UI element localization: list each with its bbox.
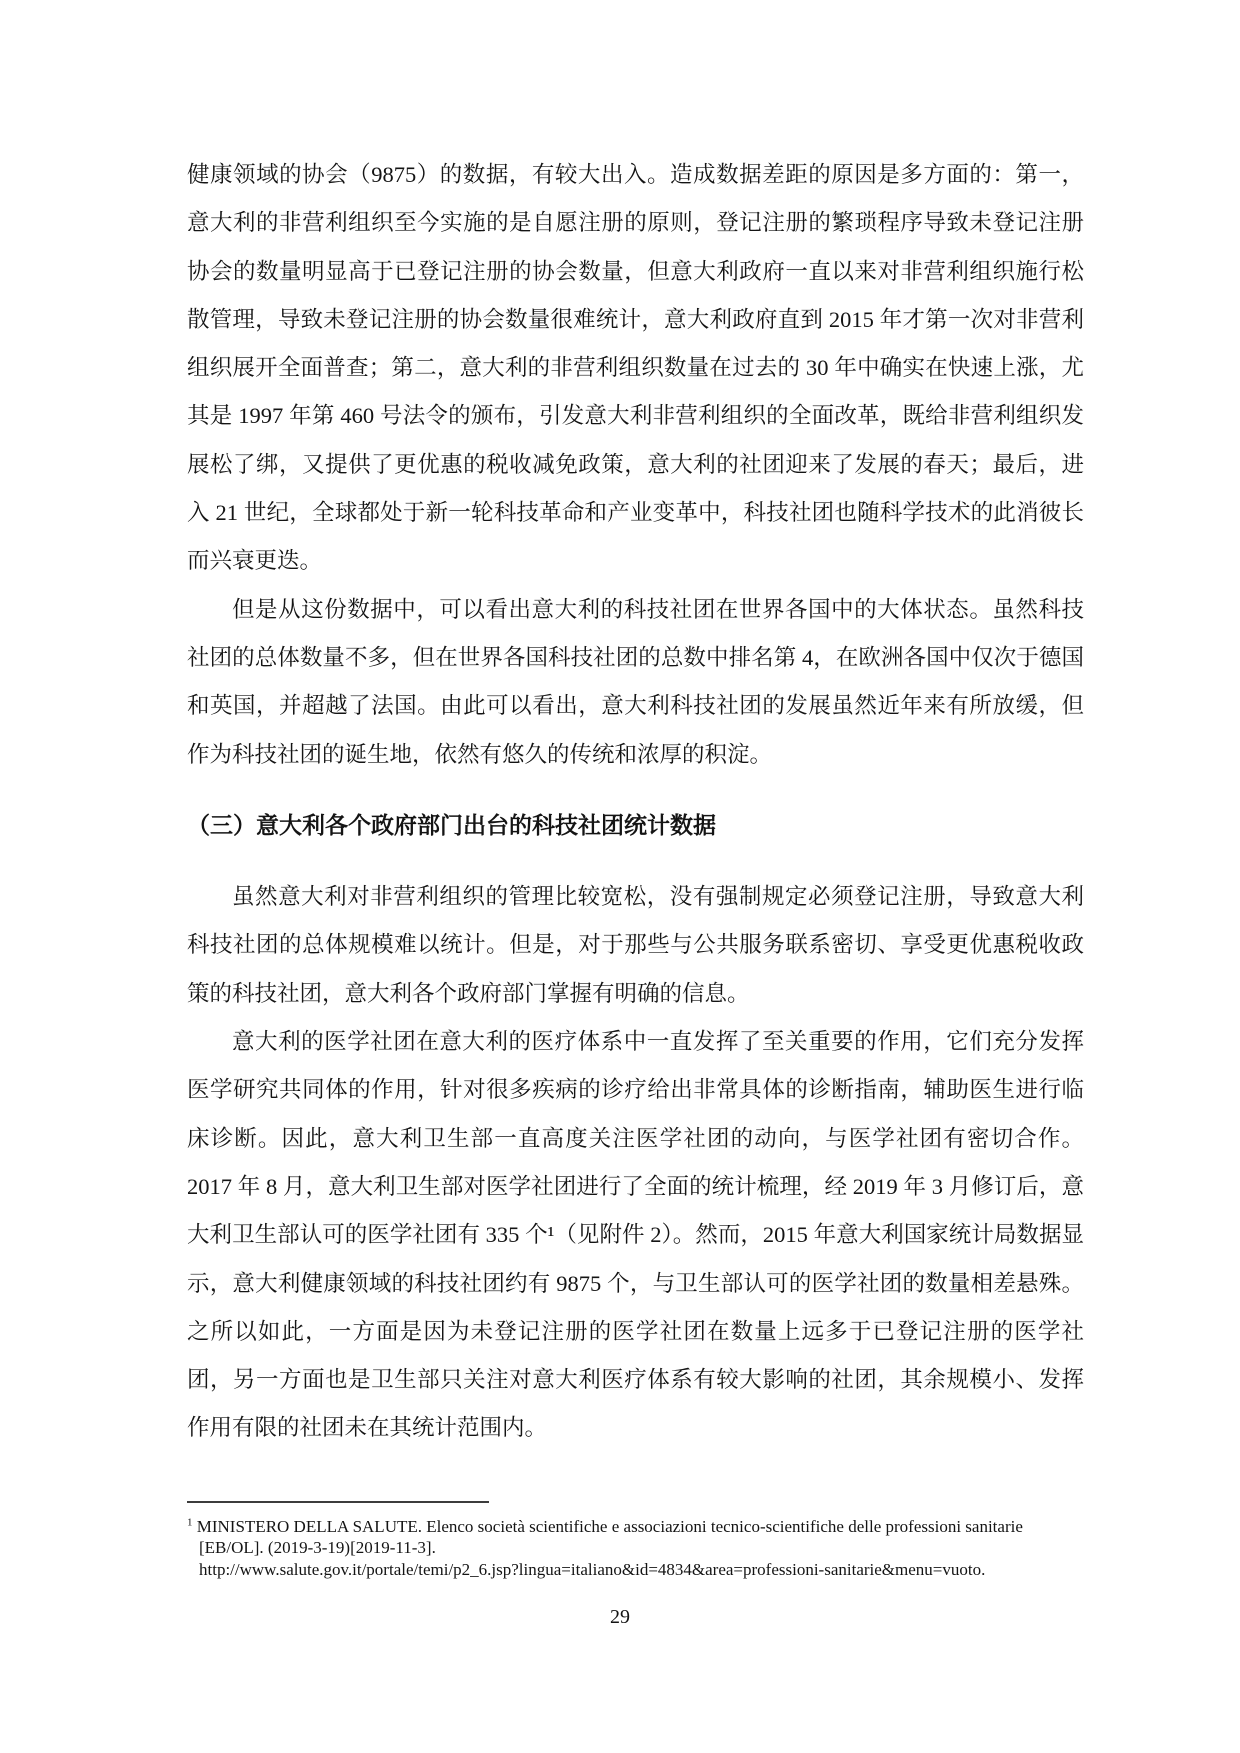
footnote-citation xyxy=(187,1516,1084,1559)
paragraph: 但是从这份数据中，可以看出意大利的科技社团在世界各国中的大体状态。虽然科技社团的总体数量不多，但在世界各国科技社团的总数中排名第 4，在欧洲各国中仅次于德国和英国，并超越了法国。由此可以看出，意大利科技社团的发展虽然近年来有所放缓，但作为科技社团的诞生地，依然有悠久的传统和浓厚的积淀。 xyxy=(187,596,1084,767)
section-heading: （三）意大利各个政府部门出台的科技社团统计数据 xyxy=(187,811,716,838)
paragraph: 虽然意大利对非营利组织的管理比较宽松，没有强制规定必须登记注册，导致意大利科技社团的总体规模难以统计。但是，对于那些与公共服务联系密切、享受更优惠税收政策的科技社团，意大利各个政府部门掌握有明确的信息。 xyxy=(187,884,1084,1006)
footnote-url: http://www.salute.gov.it/portale/temi/p2_6.jsp?lingua=italiano&id=4834&area=professioni-sanitarie&menu=vuoto. xyxy=(199,1559,986,1579)
footnote-citation-text: MINISTERO DELLA SALUTE. Elenco società scientifiche e associazioni tecnico-scientifiche delle professioni sanitarie [EB/OL]. (2019-3-19)[2019-11-3]. xyxy=(196,1517,1023,1558)
footnote-separator-rule xyxy=(187,1501,489,1503)
page-content xyxy=(187,151,1084,1453)
page-number: 29 xyxy=(610,1606,630,1628)
footnote-marker: 1 xyxy=(187,1516,193,1529)
paragraph-continuation: 健康领域的协会（9875）的数据，有较大出入。造成数据差距的原因是多方面的：第一，意大利的非营利组织至今实施的是自愿注册的原则，登记注册的繁琐程序导致未登记注册协会的数量明显高于已登记注册的协会数量，但意大利政府一直以来对非营利组织施行松散管理，导致未登记注册的协会数量很难统计，意大利政府直到 2015 年才第一次对非营利组织展开全面普查；第二，意大利的非营利组织数量在过去的 30 年中确实在快速上涨，尤其是 1997 年第 460 号法令的颁布，引发意大利非营利组织的全面改革，既给非营利组织发展松了绑，又提供了更优惠的税收减免政策，意大利的社团迎来了发展的春天；最后，进入 21 世纪，全球都处于新一轮科技革命和产业变革中，科技社团也随科学技术的此消彼长而兴衰更迭。 xyxy=(187,162,1084,574)
footnote-area xyxy=(187,1501,1084,1580)
paragraph: 意大利的医学社团在意大利的医疗体系中一直发挥了至关重要的作用，它们充分发挥医学研究共同体的作用，针对很多疾病的诊疗给出非常具体的诊断指南，辅助医生进行临床诊断。因此，意大利卫生部一直高度关注医学社团的动向，与医学社团有密切合作。2017 年 8 月，意大利卫生部对医学社团进行了全面的统计梳理，经 2019 年 3 月修订后，意大利卫生部认可的医学社团有 335 个¹（见附件 2）。然而，2015 年意大利国家统计局数据显示，意大利健康领域的科技社团约有 9875 个，与卫生部认可的医学社团的数量相差悬殊。之所以如此，一方面是因为未登记注册的医学社团在数量上远多于已登记注册的医学社团，另一方面也是卫生部只关注对意大利医疗体系有较大影响的社团，其余规模小、发挥作用有限的社团未在其统计范围内。 xyxy=(187,1029,1084,1441)
